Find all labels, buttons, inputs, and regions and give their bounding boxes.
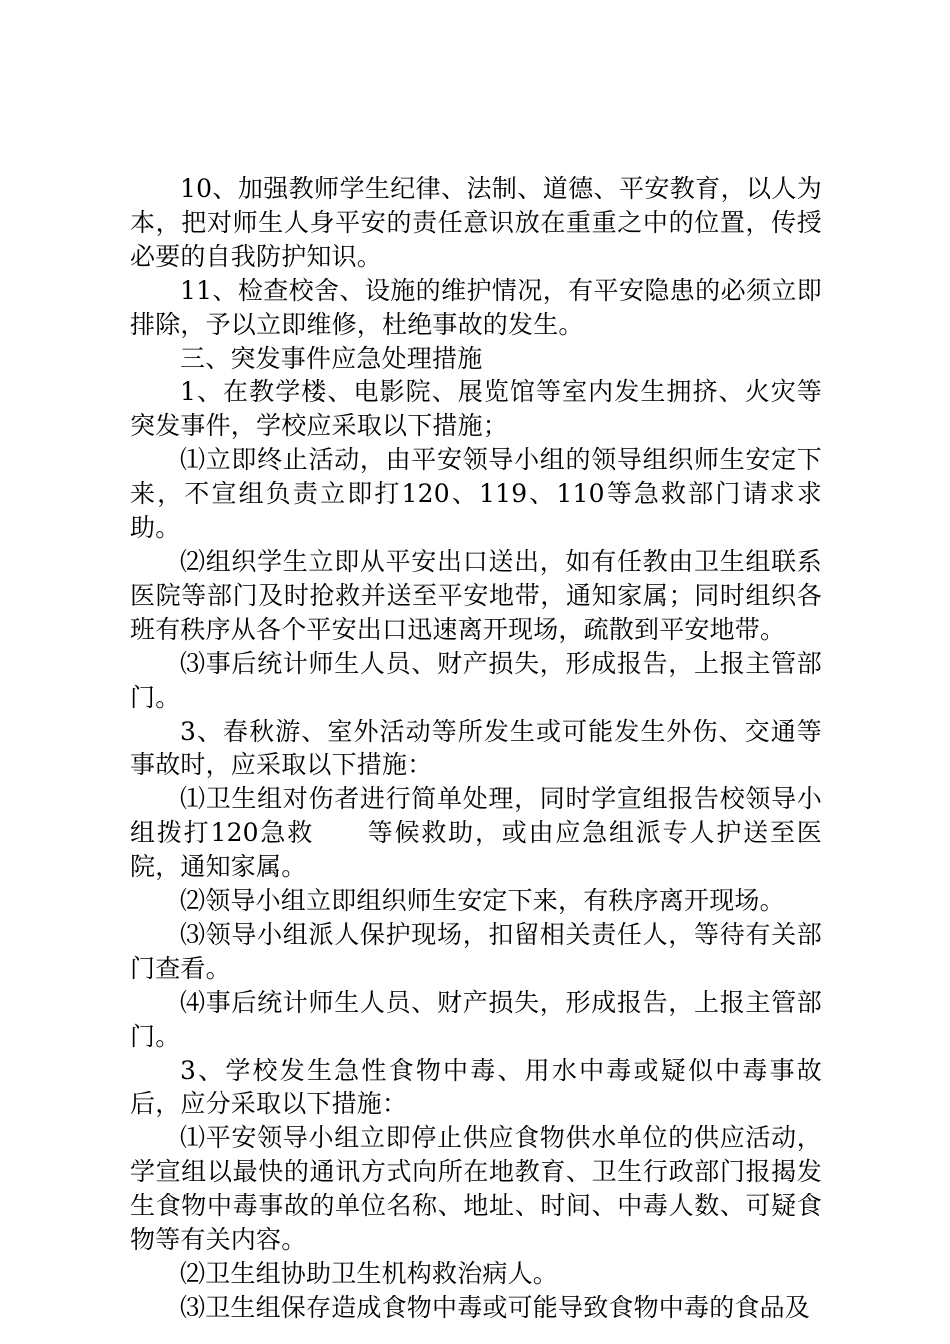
paragraph-indoor-step-1: ⑴立即终止活动，由平安领导小组的领导组织师生安定下来，不宣组负责立即打120、119、110等急救部门请求求助。 — [130, 445, 822, 543]
paragraph-poisoning-step-3: ⑶卫生组保存造成食物中毒或可能导致食物中毒的食品及 — [180, 1292, 811, 1322]
paragraph-item-11: 11、检查校舍、设施的维护情况，有平安隐患的必须立即排除，予以立即维修，杜绝事故的发生。 — [130, 275, 822, 339]
paragraph-poisoning-emergency: 3、学校发生急性食物中毒、用水中毒或疑似中毒事故后，应分采取以下措施： — [130, 1055, 822, 1119]
paragraph-poisoning-step-2: ⑵卫生组协助卫生机构救治病人。 — [180, 1259, 559, 1288]
paragraph-item-10: 10、加强教师学生纪律、法制、道德、平安教育，以人为本，把对师生人身平安的责任意识放在重重之中的位置，传授必要的自我防护知识。 — [130, 174, 822, 271]
paragraph-outdoor-step-4: ⑷事后统计师生人员、财产损失，形成报告，上报主管部门。 — [130, 987, 822, 1051]
paragraph-poisoning-step-1: ⑴平安领导小组立即停止供应食物供水单位的供应活动，学宣组以最快的通讯方式向所在地教育、卫生行政部门报揭发生食物中毒事故的单位名称、地址、时间、中毒人数、可疑食物等有关内容。 — [130, 1123, 822, 1255]
paragraph-indoor-emergency: 1、在教学楼、电影院、展览馆等室内发生拥挤、火灾等突发事件，学校应采取以下措施； — [130, 377, 822, 441]
paragraph-outdoor-step-3: ⑶领导小组派人保护现场，扣留相关责任人，等待有关部门查看。 — [130, 919, 822, 983]
paragraph-outdoor-emergency: 3、春秋游、室外活动等所发生或可能发生外伤、交通等事故时，应采取以下措施： — [130, 716, 822, 780]
paragraph-indoor-step-2: ⑵组织学生立即从平安出口送出，如有任教由卫生组联系医院等部门及时抢救并送至平安地带，通知家属；同时组织各班有秩序从各个平安出口迅速离开现场，疏散到平安地带。 — [130, 546, 822, 644]
section-heading: 三、突发事件应急处理措施 — [180, 343, 483, 373]
paragraph-outdoor-step-1: ⑴卫生组对伤者进行简单处理，同时学宣组报告校领导小组拨打120急救 等候救助，或由应急组派专人护送至医院，通知家属。 — [130, 784, 822, 882]
document-body — [130, 172, 822, 1325]
paragraph-indoor-step-3: ⑶事后统计师生人员、财产损失，形成报告，上报主管部门。 — [130, 648, 822, 712]
paragraph-outdoor-step-2: ⑵领导小组立即组织师生安定下来，有秩序离开现场。 — [180, 886, 785, 916]
